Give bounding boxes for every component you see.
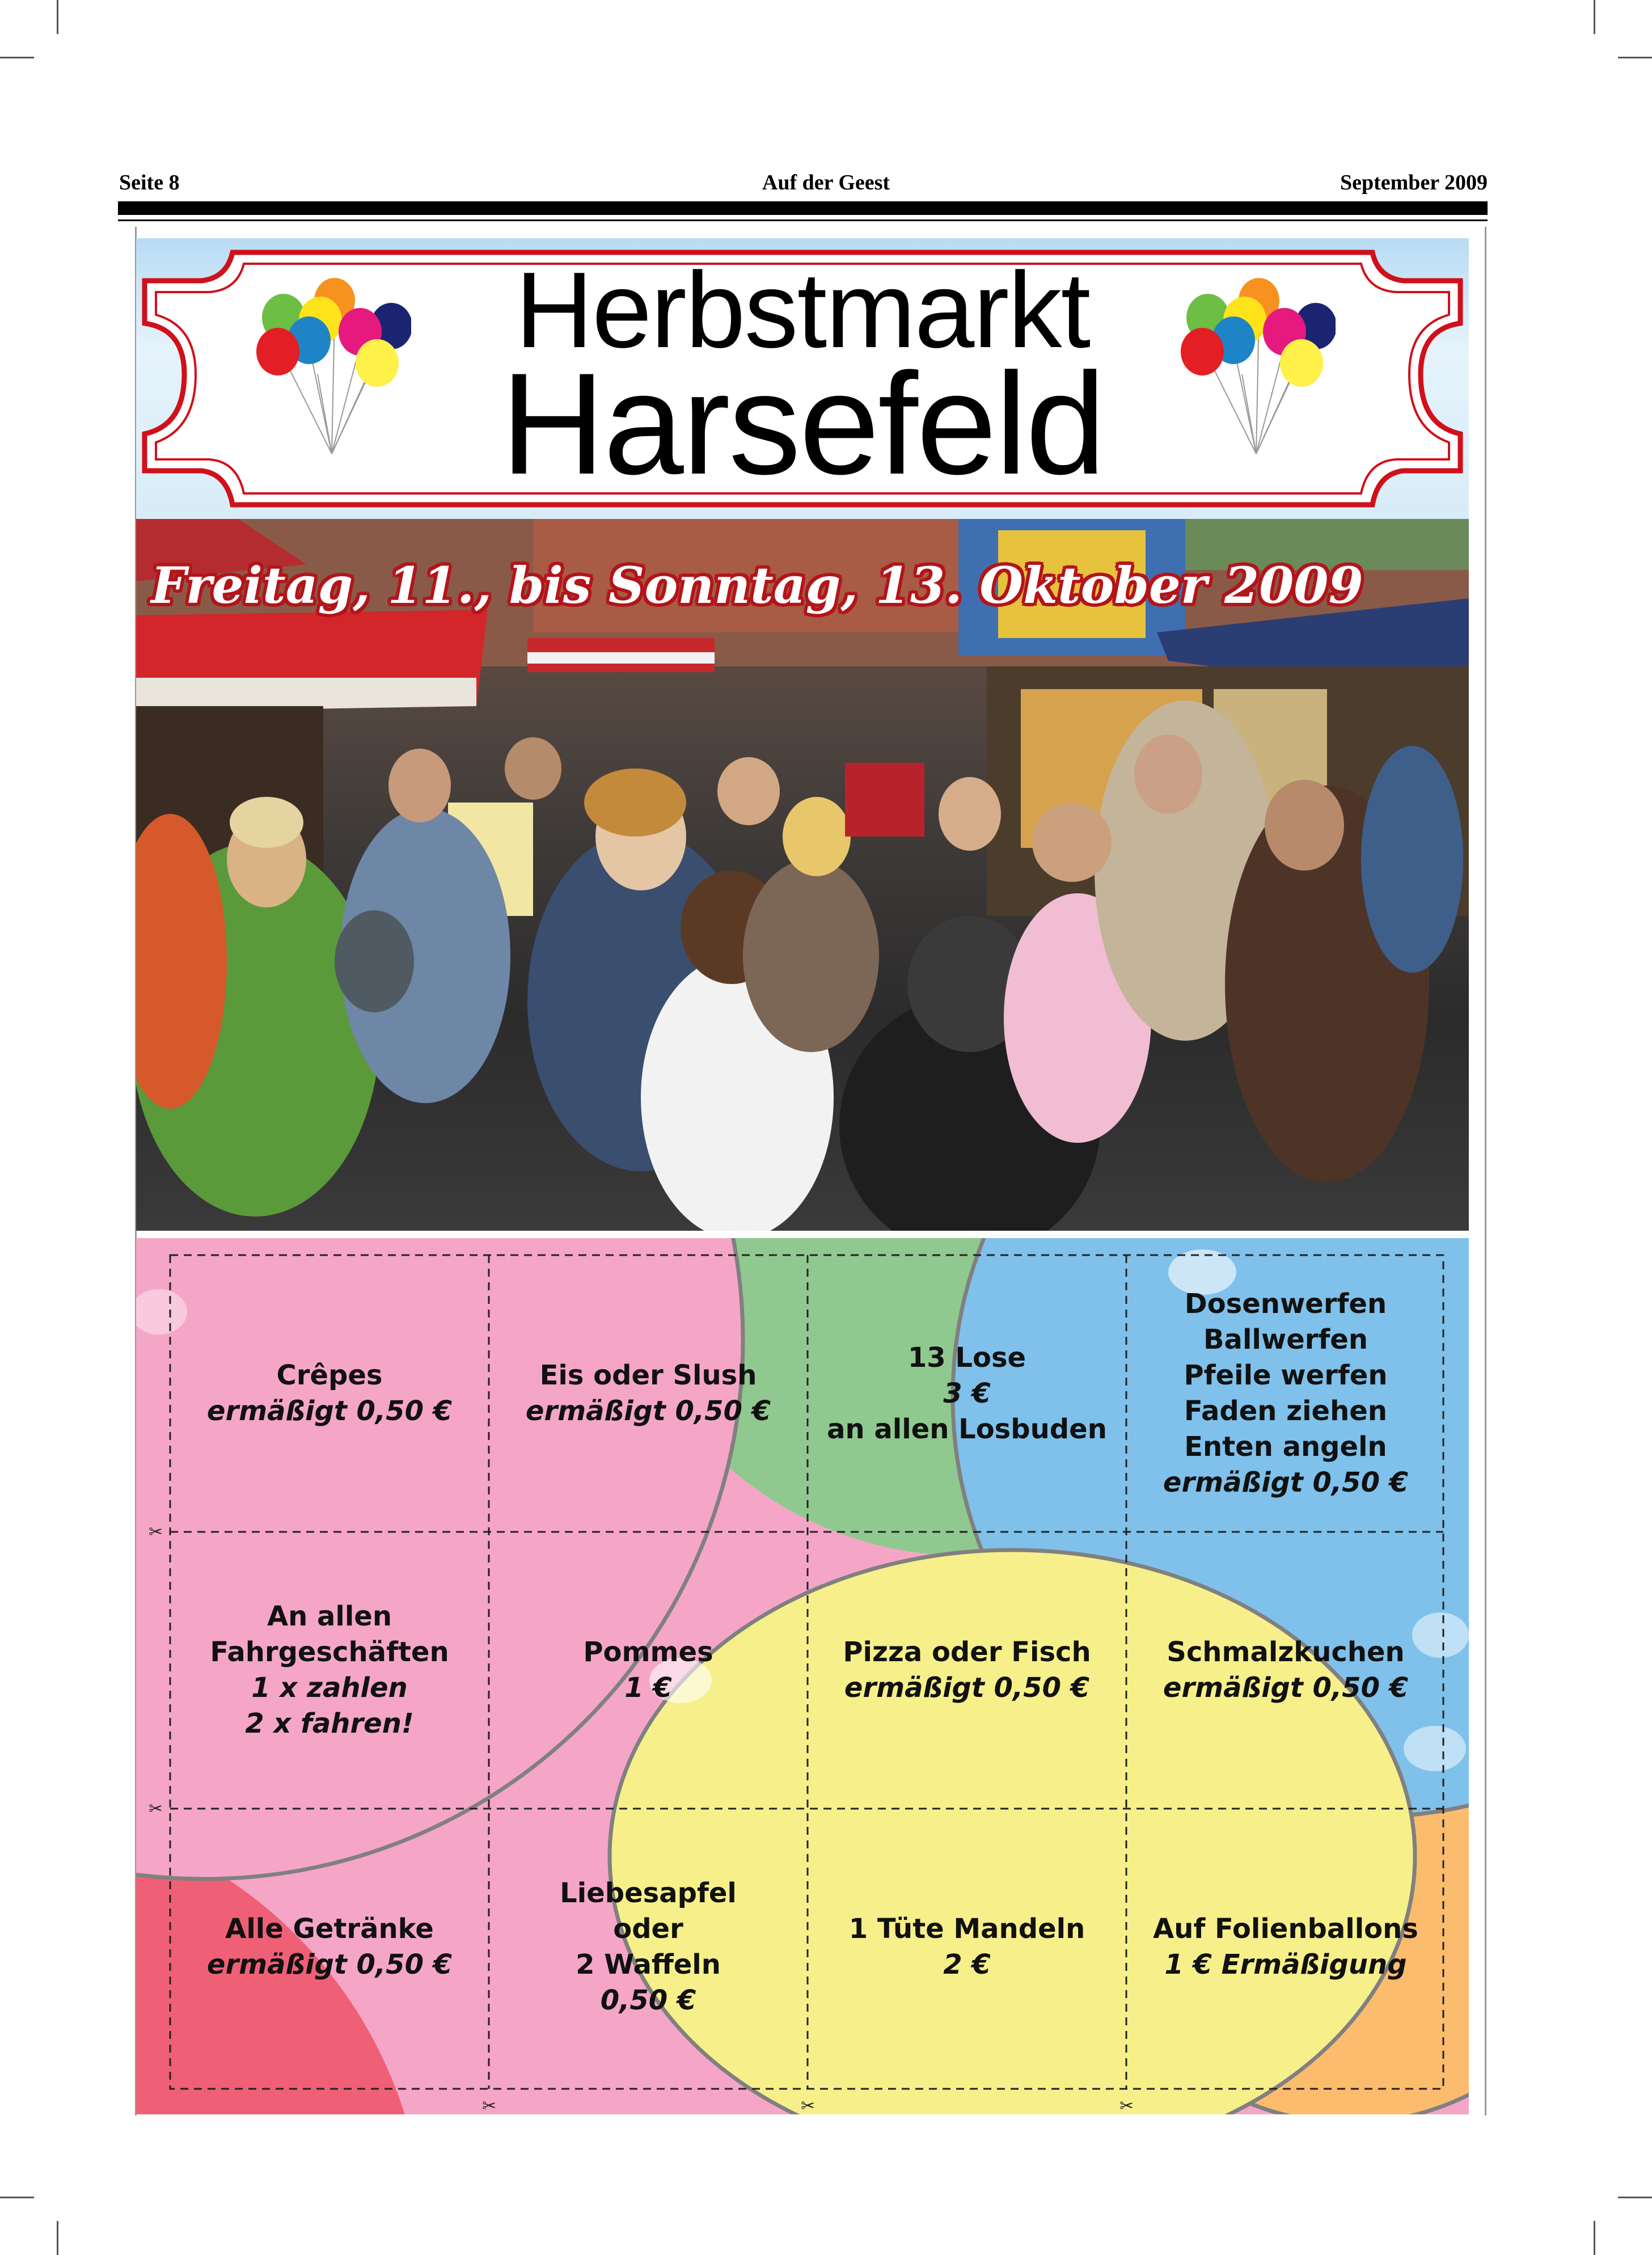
coupon-folienballons xyxy=(1126,1809,1445,2085)
coupon-item: 1 Tüte Mandeln xyxy=(848,1913,1085,1945)
coupon-offer: 2 x fahren! xyxy=(245,1708,414,1739)
coupon-item: Enten angeln xyxy=(1184,1431,1387,1463)
coupon-item: Fahrgeschäften xyxy=(210,1636,449,1668)
balloons-icon xyxy=(252,278,411,471)
crop-mark xyxy=(57,2221,58,2255)
coupon-price: ermäßigt 0,50 € xyxy=(1163,1467,1409,1498)
issue-date: September 2009 xyxy=(1340,171,1488,195)
coupon-price: 1 € Ermäßigung xyxy=(1164,1949,1407,1980)
coupon-price: ermäßigt 0,50 € xyxy=(844,1672,1090,1704)
svg-text:✂: ✂ xyxy=(1119,2096,1134,2114)
banner-subtitle: Harsefeld xyxy=(500,343,1105,505)
coupon-crepes xyxy=(170,1255,489,1532)
crop-mark xyxy=(0,2197,34,2198)
coupon-item: Schmalzkuchen xyxy=(1167,1636,1405,1668)
coupon-item: Ballwerfen xyxy=(1203,1324,1368,1355)
frame-line-right xyxy=(1485,227,1486,2115)
coupon-pommes xyxy=(489,1532,808,1809)
coupon-sheet xyxy=(136,1238,1469,2114)
title-banner xyxy=(136,238,1469,519)
coupon-price: ermäßigt 0,50 € xyxy=(525,1395,771,1427)
header-rule-thin xyxy=(118,219,1488,221)
coupon-fahrgeschaefte xyxy=(170,1532,489,1809)
coupon-item: Crêpes xyxy=(276,1359,383,1391)
coupon-item: Pfeile werfen xyxy=(1184,1359,1388,1391)
coupon-schmalzkuchen xyxy=(1126,1532,1445,1809)
coupon-eis xyxy=(489,1255,808,1532)
coupon-price: ermäßigt 0,50 € xyxy=(206,1395,453,1427)
coupon-getraenke xyxy=(170,1809,489,2085)
page-number: Seite 8 xyxy=(119,171,180,195)
svg-text:✂: ✂ xyxy=(482,2096,497,2114)
publication-name: Auf der Geest xyxy=(762,171,890,195)
coupon-offer: 1 x zahlen xyxy=(251,1672,408,1704)
coupon-item: Eis oder Slush xyxy=(539,1359,757,1391)
crop-mark xyxy=(0,57,34,58)
coupon-item: Faden ziehen xyxy=(1184,1395,1387,1427)
crop-mark xyxy=(57,0,58,34)
coupon-pizza xyxy=(808,1532,1126,1809)
coupon-item: An allen xyxy=(267,1601,392,1632)
coupon-price: 2 € xyxy=(943,1949,991,1980)
banner-title: Herbstmarkt xyxy=(515,250,1090,370)
coupon-price: 3 € xyxy=(943,1377,991,1409)
coupon-item: 2 Waffeln xyxy=(576,1949,721,1980)
svg-text:✂: ✂ xyxy=(801,2096,816,2114)
header-rule xyxy=(118,201,1488,215)
coupon-liebesapfel xyxy=(489,1809,808,2085)
coupon-note: an allen Losbuden xyxy=(827,1413,1107,1445)
coupon-lose xyxy=(808,1255,1126,1532)
coupon-item: 13 Lose xyxy=(907,1341,1026,1374)
coupon-price: ermäßigt 0,50 € xyxy=(1163,1672,1409,1704)
coupon-item: Pizza oder Fisch xyxy=(843,1636,1091,1668)
coupon-item: Alle Getränke xyxy=(225,1913,434,1945)
coupon-item: Auf Folienballons xyxy=(1153,1913,1418,1945)
coupon-item: Dosenwerfen xyxy=(1184,1288,1387,1320)
crop-mark xyxy=(1618,57,1652,58)
event-date: Freitag, 11., bis Sonntag, 13. Oktober 2009 xyxy=(151,556,1363,615)
crop-mark xyxy=(1594,2221,1595,2255)
crop-mark xyxy=(1618,2197,1652,2198)
coupon-item: Pommes xyxy=(583,1636,713,1668)
coupon-mandeln xyxy=(808,1809,1126,2085)
market-crowd-photo xyxy=(136,519,1469,1231)
crowd-scene xyxy=(136,519,1469,1231)
coupon-spiele xyxy=(1126,1255,1445,1532)
coupon-item: Liebesapfel xyxy=(560,1877,737,1909)
svg-text:✂: ✂ xyxy=(149,1799,163,1819)
svg-text:✂: ✂ xyxy=(149,1522,163,1542)
coupon-price: ermäßigt 0,50 € xyxy=(206,1949,453,1980)
balloons-icon xyxy=(1177,278,1336,471)
coupon-price: 1 € xyxy=(624,1672,672,1704)
coupon-item: oder xyxy=(613,1913,683,1945)
coupon-price: 0,50 € xyxy=(600,1984,696,2016)
crop-mark xyxy=(1594,0,1595,34)
